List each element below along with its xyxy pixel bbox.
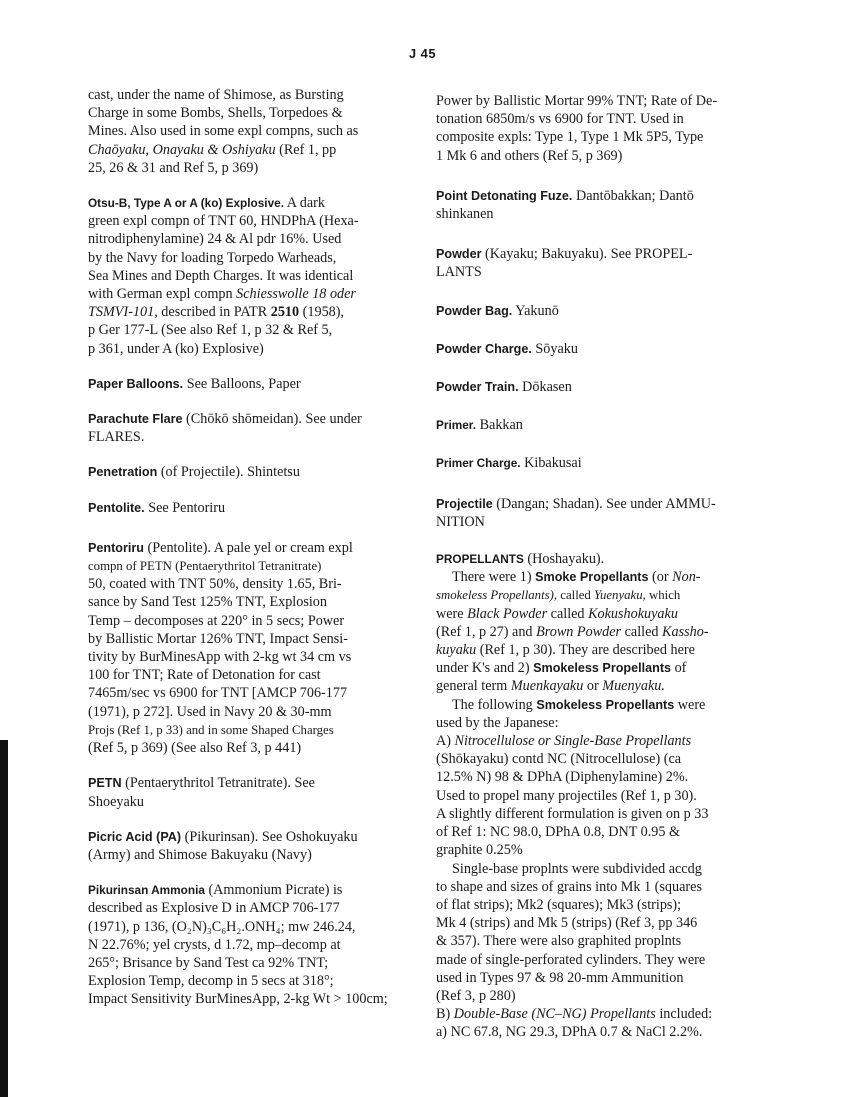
text-line: Temp – decomposes at 220° in 5 secs; Power bbox=[88, 612, 345, 629]
text-line bbox=[436, 696, 754, 714]
text-line: (Ref 5, p 369) (See also Ref 3, p 441) bbox=[88, 740, 302, 757]
text-line: 265°; Brisance by Sand Test ca 92% TNT; bbox=[88, 954, 329, 971]
text-fragment: Kibakusai bbox=[520, 455, 582, 472]
italic-text: Kokushokuyaku bbox=[588, 605, 678, 622]
entry-first-line bbox=[88, 828, 410, 846]
entry-first-line bbox=[436, 302, 754, 320]
text-line: Mk 4 (strips) and Mk 5 (strips) (Ref 3, pp 346 bbox=[436, 915, 698, 932]
italic-text: Kassho- bbox=[662, 623, 709, 640]
text-fragment: (Chōkō shōmeidan). See under bbox=[182, 411, 362, 428]
text-line: Power by Ballistic Mortar 99% TNT; Rate of De- bbox=[436, 93, 718, 109]
text-line: compn of PETN (Pentaerythritol Tetranitrate) bbox=[88, 559, 322, 574]
text-fragment: (Hoshayaku). bbox=[523, 551, 605, 568]
entry-powder bbox=[436, 245, 754, 281]
text-fragment: general term bbox=[436, 678, 511, 695]
text-line: described as Explosive D in AMCP 706-177 bbox=[88, 900, 340, 917]
text-fragment: which bbox=[645, 588, 681, 603]
text-line bbox=[436, 641, 754, 659]
text-fragment: included: bbox=[655, 1006, 713, 1023]
text-fragment: or bbox=[583, 678, 603, 695]
text-line: cast, under the name of Shimose, as Bursting bbox=[88, 87, 344, 103]
text-fragment: (Pentolite). A pale yel or cream expl bbox=[143, 539, 353, 556]
continued-entry bbox=[88, 86, 410, 177]
entry-picric-acid bbox=[88, 828, 410, 864]
entry-first-line bbox=[436, 454, 754, 472]
entry-first-line bbox=[436, 416, 754, 434]
text-line: & 357). There were also graphited proplnts bbox=[436, 933, 682, 950]
text-fragment: Dantōbakkan; Dantō bbox=[572, 187, 694, 204]
entry-parachute-flare bbox=[88, 410, 410, 446]
entry-headword: Pentolite. bbox=[88, 500, 145, 515]
text-fragment: See Balloons, Paper bbox=[183, 375, 301, 392]
text-line: NITION bbox=[436, 513, 485, 530]
entry-first-line bbox=[88, 539, 410, 557]
italic-text: Non- bbox=[672, 569, 701, 586]
text-line: 50, coated with TNT 50%, density 1.65, Bri- bbox=[88, 576, 342, 593]
entry-headword: Primer Charge. bbox=[436, 456, 521, 471]
entry-petn bbox=[88, 774, 410, 810]
entry-first-line bbox=[436, 550, 754, 568]
text-line bbox=[436, 586, 754, 604]
text-line: A slightly different formulation is given on p 33 bbox=[436, 805, 709, 822]
entry-powder-train bbox=[436, 378, 754, 396]
text-line: made of single-perforated cylinders. They were bbox=[436, 951, 706, 968]
scan-edge-bar bbox=[0, 740, 8, 1097]
text-fragment: (Ref 1, pp bbox=[275, 141, 337, 158]
text-line: a) NC 67.8, NG 29.3, DPhA 0.7 & NaCl 2.2%. bbox=[436, 1024, 703, 1041]
text-line bbox=[436, 623, 754, 641]
text-line: Single-base proplnts were subdivided accdg bbox=[452, 860, 702, 877]
italic-text: kuyaku bbox=[436, 642, 477, 659]
italic-text: Schiesswolle 18 oder bbox=[236, 286, 356, 303]
text-line: (Shōkayaku) contd NC (Nitrocellulose) (ca bbox=[436, 751, 682, 768]
text-fragment: (Dangan; Shadan). See under AMMU- bbox=[492, 495, 716, 512]
text-line: graphite 0.25% bbox=[436, 842, 523, 859]
text-fragment: There were 1) bbox=[452, 569, 536, 586]
text-fragment: were bbox=[674, 696, 706, 713]
entry-first-line bbox=[88, 375, 410, 393]
entry-first-line bbox=[436, 187, 754, 205]
text-fragment: described in PATR bbox=[157, 304, 271, 321]
text-line bbox=[436, 568, 754, 586]
text-fragment: B) bbox=[436, 1006, 454, 1023]
entry-first-line bbox=[436, 378, 754, 396]
entry-headword: Powder Charge. bbox=[436, 341, 532, 356]
entry-pentolite bbox=[88, 499, 410, 517]
text-line: tivity by BurMinesApp with 2-kg wt 34 cm vs bbox=[88, 649, 352, 666]
text-line: 1 Mk 6 and others (Ref 5, p 369) bbox=[436, 147, 623, 164]
text-line: Used to propel many projectiles (Ref 1, p 30). bbox=[436, 787, 697, 804]
text-line: of flat strips); Mk2 (squares); Mk3 (strips); bbox=[436, 896, 682, 913]
text-line: 12.5% N) 98 & DPhA (Diphenylamine) 2%. bbox=[436, 769, 689, 786]
text-line bbox=[436, 1005, 754, 1023]
text-line bbox=[88, 303, 410, 321]
text-fragment: (Ref 1, p 30). They are described here bbox=[476, 642, 695, 659]
bold-term: Smoke Propellants bbox=[535, 570, 649, 585]
text-line: FLARES. bbox=[88, 429, 145, 446]
entry-penetration bbox=[88, 463, 410, 481]
text-fragment: (Ref 1, p 27) and bbox=[436, 623, 537, 640]
text-line bbox=[436, 605, 754, 623]
text-line: Projs (Ref 1, p 33) and in some Shaped Charges bbox=[88, 722, 334, 737]
text-fragment: with German expl compn bbox=[88, 286, 237, 303]
italic-text: Nitrocellulose or Single-Base Propellants bbox=[454, 733, 692, 750]
entry-headword: Parachute Flare bbox=[88, 412, 183, 427]
text-line: shinkanen bbox=[436, 206, 494, 223]
text-fragment: Dōkasen bbox=[518, 379, 572, 396]
left-column bbox=[88, 86, 410, 1026]
entry-headword: Paper Balloons. bbox=[88, 376, 184, 391]
text-fragment: See Pentoriru bbox=[144, 499, 226, 516]
text-line: nitrodiphenylamine) 24 & Al pdr 16%. Used bbox=[88, 231, 342, 248]
text-line: LANTS bbox=[436, 264, 482, 281]
text-fragment: A) bbox=[436, 733, 455, 750]
text-fragment: Sōyaku bbox=[531, 340, 578, 357]
text-line: p 361, under A (ko) Explosive) bbox=[88, 340, 264, 357]
entry-otsu-b bbox=[88, 194, 410, 358]
entry-powder-charge bbox=[436, 340, 754, 358]
text-line: Sea Mines and Depth Charges. It was identical bbox=[88, 267, 354, 284]
entry-powder-bag bbox=[436, 302, 754, 320]
text-line: Explosion Temp, decomp in 5 secs at 318°; bbox=[88, 973, 334, 990]
text-line: sance by Sand Test 125% TNT, Explosion bbox=[88, 594, 327, 611]
text-line: Mines. Also used in some expl compns, such as bbox=[88, 123, 359, 140]
bold-text: 2510 bbox=[270, 304, 300, 321]
right-column bbox=[436, 92, 754, 1059]
entry-first-line bbox=[88, 499, 410, 517]
text-fragment: (Pikurinsan). See Oshokuyaku bbox=[181, 828, 358, 845]
text-fragment: under K's and 2) bbox=[436, 660, 534, 677]
italic-text: Muenkayaku bbox=[510, 678, 584, 695]
entry-primer-charge bbox=[436, 454, 754, 472]
entry-headword: Picric Acid (PA) bbox=[88, 829, 182, 844]
italic-text: Double-Base (NC–NG) Propellants bbox=[453, 1006, 656, 1023]
entry-headword: Pentoriru bbox=[88, 540, 144, 555]
text-fragment: Yakunō bbox=[512, 302, 559, 319]
entry-headword: Projectile bbox=[436, 496, 493, 511]
bold-term: Smokeless Propellants bbox=[533, 661, 672, 676]
text-fragment: (1958), bbox=[299, 304, 345, 321]
text-line bbox=[88, 141, 410, 159]
italic-text: Chaōyaku, Onayaku & Oshiyaku bbox=[88, 141, 276, 158]
text-line: (Army) and Shimose Bakuyaku (Navy) bbox=[88, 846, 312, 863]
entry-projectile bbox=[436, 495, 754, 531]
text-line: (1971), p 272]. Used in Navy 20 & 30-mm bbox=[88, 703, 332, 720]
text-fragment: (Ammonium Picrate) is bbox=[204, 882, 343, 899]
text-fragment: of bbox=[671, 660, 687, 677]
text-line: to shape and sizes of grains into Mk 1 (squares bbox=[436, 878, 702, 895]
bold-term: Smokeless Propellants bbox=[536, 697, 675, 712]
text-line: Shoeyaku bbox=[88, 793, 144, 810]
text-fragment: (Pentaerythritol Tetranitrate). See bbox=[121, 775, 315, 792]
entry-propellants bbox=[436, 550, 754, 1041]
text-fragment: were bbox=[436, 605, 468, 622]
text-line: of Ref 1: NC 98.0, DPhA 0.8, DNT 0.95 & bbox=[436, 824, 681, 841]
text-line: Charge in some Bombs, Shells, Torpedoes & bbox=[88, 105, 343, 122]
entry-first-line bbox=[88, 410, 410, 428]
text-line bbox=[436, 659, 754, 677]
entry-first-line bbox=[436, 495, 754, 513]
text-fragment: (of Projectile). Shintetsu bbox=[157, 464, 300, 481]
text-fragment: A dark bbox=[283, 195, 325, 212]
entry-paper-balloons bbox=[88, 375, 410, 393]
italic-text: Brown Powder bbox=[536, 623, 622, 640]
entry-headword: Primer. bbox=[436, 418, 477, 433]
entry-headword: Otsu-B, Type A or A (ko) Explosive. bbox=[88, 196, 284, 211]
text-line: green expl compn of TNT 60, HNDPhA (Hexa- bbox=[88, 213, 359, 230]
italic-text: TSMVI-101, bbox=[88, 304, 158, 321]
text-line: 25, 26 & 31 and Ref 5, p 369) bbox=[88, 159, 259, 176]
entry-headword: Pikurinsan Ammonia bbox=[88, 883, 205, 898]
text-line: by the Navy for loading Torpedo Warheads, bbox=[88, 249, 337, 266]
entry-primer bbox=[436, 416, 754, 434]
entry-headword: PROPELLANTS bbox=[436, 552, 524, 567]
entry-headword: Powder Bag. bbox=[436, 303, 513, 318]
page-number: J 45 bbox=[408, 46, 437, 61]
entry-pentoriru bbox=[88, 539, 410, 757]
text-line bbox=[436, 732, 754, 750]
text-line: used in Types 97 & 98 20-mm Ammunition bbox=[436, 969, 684, 986]
text-line: by Ballistic Mortar 126% TNT, Impact Sensi- bbox=[88, 630, 348, 647]
entry-headword: Powder Train. bbox=[436, 380, 519, 395]
text-line bbox=[88, 285, 410, 303]
italic-text: smokeless Propellants), bbox=[436, 588, 558, 603]
text-fragment: called bbox=[557, 588, 595, 603]
continued-entry bbox=[436, 92, 754, 165]
entry-point-detonating-fuze bbox=[436, 187, 754, 223]
text-line: (Ref 3, p 280) bbox=[436, 987, 516, 1004]
text-fragment: The following bbox=[452, 696, 537, 713]
text-fragment: called bbox=[621, 623, 663, 640]
text-line: Impact Sensitivity BurMinesApp, 2-kg Wt > 100cm; bbox=[88, 991, 388, 1008]
entry-headword: PETN bbox=[88, 776, 122, 791]
text-line: used by the Japanese: bbox=[436, 714, 559, 731]
entry-pikurinsan-ammonia bbox=[88, 881, 410, 1008]
text-line: p Ger 177-L (See also Ref 1, p 32 & Ref 5, bbox=[88, 322, 333, 339]
text-line: 7465m/sec vs 6900 for TNT [AMCP 706-177 bbox=[88, 685, 348, 702]
entry-first-line bbox=[436, 245, 754, 263]
italic-text: Muenyaku. bbox=[602, 678, 665, 695]
italic-text: Yuenyaku, bbox=[594, 588, 646, 603]
text-fragment: Bakkan bbox=[476, 417, 523, 434]
entry-headword: Powder bbox=[436, 247, 482, 262]
text-line: tonation 6850m/s vs 6900 for TNT. Used in bbox=[436, 111, 684, 128]
entry-first-line bbox=[88, 774, 410, 792]
text-fragment: called bbox=[547, 605, 589, 622]
entry-first-line bbox=[88, 194, 410, 212]
text-line: composite expls: Type 1, Type 1 Mk 5P5, Type bbox=[436, 129, 704, 146]
text-line: N 22.76%; yel crysts, d 1.72, mp–decomp at bbox=[88, 936, 341, 953]
entry-first-line bbox=[88, 881, 410, 899]
text-fragment: (or bbox=[648, 569, 673, 586]
text-line bbox=[436, 677, 754, 695]
text-fragment: (Kayaku; Bakuyaku). See PROPEL- bbox=[481, 246, 693, 263]
entry-first-line bbox=[88, 463, 410, 481]
italic-text: Black Powder bbox=[467, 605, 548, 622]
entry-headword: Point Detonating Fuze. bbox=[436, 188, 573, 203]
text-line: 100 for TNT; Rate of Detonation for cast bbox=[88, 667, 321, 684]
text-line: (1971), p 136, (O₂N)₃C₆H₂.ONH₄; mw 246.24, bbox=[88, 918, 356, 935]
entry-headword: Penetration bbox=[88, 465, 158, 480]
entry-first-line bbox=[436, 340, 754, 358]
